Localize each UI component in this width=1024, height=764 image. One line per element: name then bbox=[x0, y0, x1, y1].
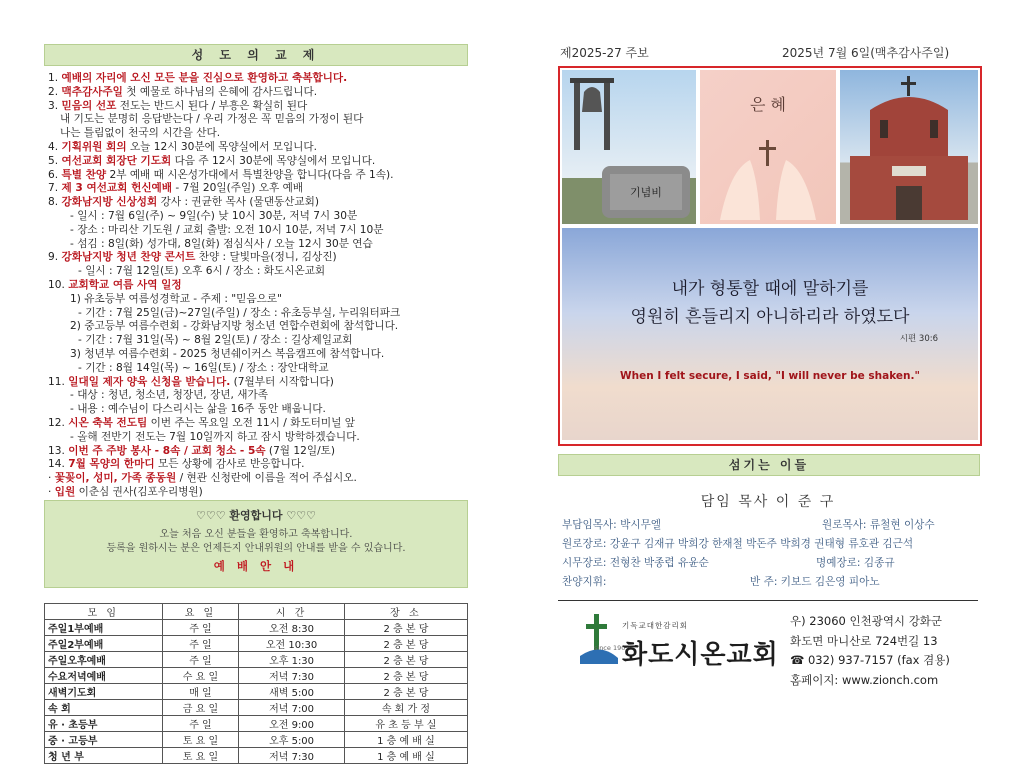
notice-line bbox=[48, 141, 468, 155]
table-cell: 토 요 일 bbox=[162, 748, 239, 764]
issue-number: 제2025-27 주보 bbox=[560, 46, 649, 60]
notice-number: 5. bbox=[48, 154, 59, 167]
notice-highlight: 강화남지방 신상성회 bbox=[61, 196, 158, 209]
table-cell: 오전 8:30 bbox=[239, 620, 345, 636]
table-body bbox=[45, 620, 468, 764]
table-cell: 수요저녁예배 bbox=[45, 668, 163, 684]
verse-english: When I felt secure, I said, "I will never be shaken." bbox=[620, 370, 920, 382]
denomination: 기독교대한감리회 bbox=[622, 621, 688, 630]
grace-text: 은 혜 bbox=[750, 95, 786, 114]
notice-highlight: 일대일 제자 양육 신청을 받습니다. bbox=[68, 375, 231, 388]
table-cell: 저녁 7:30 bbox=[239, 748, 345, 764]
notice-number: 3. bbox=[48, 99, 59, 112]
verse-line-1: 내가 형통할 때에 말하기를 bbox=[671, 279, 869, 299]
table-cell: 오전 10:30 bbox=[239, 636, 345, 652]
welcome-line-2: 등록을 원하시는 분은 언제든지 안내위원의 안내를 받을 수 있습니다. bbox=[106, 543, 406, 554]
notice-text: 다음 주 12시 30분에 목양실에서 모입니다. bbox=[171, 154, 376, 167]
table-cell: 주 일 bbox=[162, 620, 239, 636]
church-illustration bbox=[840, 70, 978, 224]
address-line: 화도면 마니산로 724번길 13 bbox=[790, 633, 938, 648]
notice-text: 찬양 : 달빛마을(정니, 김상진) bbox=[195, 251, 337, 264]
church-logo bbox=[580, 612, 780, 674]
table-cell: 저녁 7:00 bbox=[239, 700, 345, 716]
table-row bbox=[45, 620, 468, 636]
notice-highlight: 예배의 자리에 오신 모든 분을 진심으로 환영하고 축복합니다. bbox=[61, 72, 348, 84]
table-row bbox=[45, 652, 468, 668]
verse-reference: 시편 30:6 bbox=[899, 334, 938, 344]
welcome-line-1: 오늘 처음 오신 분들을 환영하고 축복합니다. bbox=[159, 529, 353, 540]
table-cell: 2 층 본 당 bbox=[344, 684, 467, 700]
church-name: 화도시온교회 bbox=[622, 640, 779, 670]
honorary-elders: 명예장로: 김종규 bbox=[816, 557, 895, 569]
notice-line: - 일시 : 7월 12일(토) 오후 6시 / 장소 : 화도시온교회 bbox=[78, 265, 326, 278]
notice-number: 11. bbox=[48, 375, 65, 388]
table-cell: 새벽 5:00 bbox=[239, 684, 345, 700]
left-column bbox=[44, 44, 468, 763]
worship-schedule-table bbox=[44, 603, 468, 764]
table-cell: 주 일 bbox=[162, 636, 239, 652]
notice-line: - 장소 : 마리산 기도원 / 교회 출발: 오전 10시 10분, 저녁 7시 10분 bbox=[70, 223, 384, 236]
notice-highlight: 기획위원 회의 bbox=[61, 140, 127, 153]
table-row bbox=[45, 748, 468, 764]
notice-highlight: 특별 찬양 bbox=[61, 168, 107, 181]
notice-number: 6. bbox=[48, 168, 59, 181]
welcome-box bbox=[44, 500, 468, 588]
table-cell: 주일2부예배 bbox=[45, 636, 163, 652]
notice-line bbox=[48, 445, 468, 459]
table-row bbox=[45, 732, 468, 748]
notice-text: 2부 예배 때 시온성가대에서 특별찬양을 합니다(다음 주 1속). bbox=[106, 168, 394, 181]
notice-line bbox=[48, 100, 468, 114]
footer-divider bbox=[558, 600, 978, 601]
notice-text: 모든 상황에 감사로 반응합니다. bbox=[154, 458, 305, 471]
table-header-cell: 시 간 bbox=[239, 604, 345, 620]
notice-number: 13. bbox=[48, 444, 65, 457]
notice-number: 1. bbox=[48, 72, 59, 84]
table-row bbox=[45, 700, 468, 716]
notice-text: (7월 12일/토) bbox=[265, 444, 336, 457]
table-cell: 주일1부예배 bbox=[45, 620, 163, 636]
notice-text: 오늘 12시 30분에 목양실에서 모입니다. bbox=[126, 140, 318, 153]
bulletin-date: 2025년 7월 6일(맥추감사주일) bbox=[782, 46, 950, 60]
notice-line bbox=[48, 472, 468, 486]
table-cell: 속 회 bbox=[45, 700, 163, 716]
photo-collage bbox=[558, 66, 982, 446]
notice-highlight: 입원 bbox=[54, 485, 76, 498]
notice-highlight: 여선교회 회장단 기도회 bbox=[61, 154, 172, 167]
emeritus-pastors: 원로목사: 류철현 이상수 bbox=[822, 519, 935, 531]
notice-line: - 일시 : 7월 6일(주) ~ 9일(수) 낮 10시 30분, 저녁 7시 30분 bbox=[70, 209, 358, 222]
notice-line: - 기간 : 7월 25일(금)~27일(주일) / 장소 : 유초등부실, 누리워터파크 bbox=[78, 306, 401, 319]
verse-line-2: 영원히 흔들리지 아니하리라 하였도다 bbox=[630, 307, 910, 327]
notice-highlight: 이번 주 주방 봉사 - 8속 / 교회 청소 - 5속 bbox=[68, 444, 266, 457]
table-cell: 금 요 일 bbox=[162, 700, 239, 716]
notice-text: 첫 예물로 하나님의 은혜에 감사드립니다. bbox=[122, 85, 318, 98]
church-building-photo bbox=[840, 70, 978, 224]
notice-highlight: 강화남지방 청년 찬양 콘서트 bbox=[61, 251, 196, 264]
notice-number: 2. bbox=[48, 85, 59, 98]
table-cell: 새벽기도회 bbox=[45, 684, 163, 700]
notice-line bbox=[48, 155, 468, 169]
monument-text: 기념비 bbox=[630, 186, 662, 199]
notice-line bbox=[48, 376, 468, 390]
table-cell: 주 일 bbox=[162, 716, 239, 732]
notice-line: 나는 틀림없이 천국의 시간을 산다. bbox=[60, 127, 221, 140]
welcome-title: ♡♡♡ 환영합니다 ♡♡♡ bbox=[196, 509, 316, 522]
notice-text: 이춘심 권사(김포우리병원) bbox=[75, 485, 203, 498]
servers-title: 섬기는 이들 bbox=[558, 454, 980, 476]
notice-number: 12. bbox=[48, 416, 65, 429]
table-cell: 1 층 예 배 실 bbox=[344, 732, 467, 748]
notice-list bbox=[48, 72, 468, 500]
table-row bbox=[45, 684, 468, 700]
notice-line bbox=[48, 182, 468, 196]
notice-highlight: 교회학교 여름 사역 일정 bbox=[68, 278, 182, 291]
notice-number: 9. bbox=[48, 251, 59, 264]
bell-tower-photo bbox=[562, 70, 696, 224]
table-header-cell: 모 임 bbox=[45, 604, 163, 620]
notice-line bbox=[48, 72, 468, 86]
notice-highlight: 시온 축복 전도팀 bbox=[68, 416, 148, 429]
notice-text: 이번 주는 목요일 오전 11시 / 화도터미널 앞 bbox=[147, 416, 355, 429]
notice-highlight: 제 3 여선교회 헌신예배 bbox=[61, 182, 173, 195]
notice-number: 7. bbox=[48, 182, 59, 195]
senior-pastor: 담임 목사 이 준 구 bbox=[700, 494, 836, 510]
notice-highlight: 믿음의 선포 bbox=[61, 99, 117, 112]
table-cell: 매 일 bbox=[162, 684, 239, 700]
notice-number: · bbox=[48, 472, 52, 485]
fellowship-title: 성 도 의 교 제 bbox=[44, 44, 468, 66]
table-cell: 저녁 7:30 bbox=[239, 668, 345, 684]
notice-line: - 대상 : 청년, 청소년, 청장년, 장년, 새가족 bbox=[70, 389, 268, 402]
notice-line bbox=[48, 486, 468, 500]
notice-text: / 현관 신청란에 이름을 적어 주십시오. bbox=[176, 472, 357, 485]
table-cell: 2 층 본 당 bbox=[344, 636, 467, 652]
phone-line: ☎ 032) 937-7157 (fax 겸용) bbox=[790, 653, 950, 667]
notice-highlight: 꽃꽂이, 성미, 가족 종동원 bbox=[54, 472, 177, 485]
notice-line: - 올해 전반기 전도는 7월 10일까지 하고 잠시 방학하겠습니다. bbox=[70, 430, 360, 443]
active-elders: 시무장로: 전형찬 박종렵 유윤순 bbox=[562, 557, 709, 569]
church-address bbox=[790, 612, 950, 690]
notice-number: 10. bbox=[48, 278, 65, 291]
notice-line bbox=[48, 417, 468, 431]
notice-line bbox=[48, 279, 468, 293]
table-cell: 오전 9:00 bbox=[239, 716, 345, 732]
notice-line: 1) 유초등부 여름성경학교 - 주제 : "믿음으로" bbox=[70, 292, 282, 305]
table-row bbox=[45, 636, 468, 652]
worship-guide-title: 예 배 안 내 bbox=[213, 559, 299, 573]
notice-line bbox=[48, 196, 468, 210]
bell-tower-illustration bbox=[562, 70, 696, 224]
emeritus-elders: 원로장로: 강윤구 김재규 박희강 한재철 박돈주 박희경 권태형 류호관 김근석 bbox=[562, 538, 914, 550]
table-cell: 수 요 일 bbox=[162, 668, 239, 684]
choir-director: 찬양지휘: bbox=[562, 576, 607, 588]
table-cell: 2 층 본 당 bbox=[344, 668, 467, 684]
notice-line bbox=[48, 86, 468, 100]
table-cell: 유 · 초등부 bbox=[45, 716, 163, 732]
table-cell: 속 회 가 정 bbox=[344, 700, 467, 716]
notice-highlight: 맥추감사주일 bbox=[61, 85, 123, 98]
table-header-cell: 요 일 bbox=[162, 604, 239, 620]
notice-line bbox=[48, 251, 468, 265]
notice-line: 2) 중고등부 여름수련회 - 강화남지방 청소년 연합수련회에 참석합니다. bbox=[70, 320, 399, 333]
cross-logo-icon bbox=[580, 612, 620, 672]
table-cell: 2 층 본 당 bbox=[344, 652, 467, 668]
table-cell: 오후 1:30 bbox=[239, 652, 345, 668]
table-cell: 주 일 bbox=[162, 652, 239, 668]
table-cell: 토 요 일 bbox=[162, 732, 239, 748]
address-line: 우) 23060 인천광역시 강화군 bbox=[790, 614, 943, 628]
table-cell: 유 초 등 부 실 bbox=[344, 716, 467, 732]
notice-number: 14. bbox=[48, 458, 65, 471]
table-cell: 청 년 부 bbox=[45, 748, 163, 764]
notice-line: 3) 청년부 여름수련회 - 2025 청년쉐이커스 복음캠프에 참석합니다. bbox=[70, 347, 385, 360]
notice-text: - 7월 20일(주일) 오후 예배 bbox=[172, 182, 304, 195]
table-cell: 2 층 본 당 bbox=[344, 620, 467, 636]
notice-number: 8. bbox=[48, 196, 59, 209]
verse-image bbox=[562, 228, 978, 440]
table-header-row bbox=[45, 604, 468, 620]
notice-number: 4. bbox=[48, 140, 59, 153]
notice-line: - 내용 : 예수님이 다스리시는 삶을 16주 동안 배웁니다. bbox=[70, 403, 326, 416]
homepage-link[interactable]: 홈페이지: www.zionch.com bbox=[790, 672, 939, 687]
notice-line: - 기간 : 7월 31일(목) ~ 8월 2일(토) / 장소 : 길상제일교회 bbox=[78, 334, 353, 347]
table-cell: 주일오후예배 bbox=[45, 652, 163, 668]
notice-line: - 섬김 : 8일(화) 성가대, 8일(화) 점심식사 / 오늘 12시 30분 연습 bbox=[70, 237, 373, 250]
table-cell: 오후 5:00 bbox=[239, 732, 345, 748]
table-header-cell: 장 소 bbox=[344, 604, 467, 620]
notice-number: · bbox=[48, 485, 52, 498]
notice-text: 강사 : 권균한 목사 (물댄동산교회) bbox=[157, 196, 319, 209]
notice-highlight: 7월 목양의 한마디 bbox=[68, 458, 155, 471]
founded-year: since 1905 bbox=[594, 644, 630, 652]
associate-pastor: 부담임목사: 박시무엘 bbox=[562, 519, 662, 531]
notice-line: 내 기도는 분명히 응답받는다 / 우리 가정은 꼭 믿음의 가정이 된다 bbox=[60, 113, 364, 126]
accompanists: 반 주: 키보드 김은영 피아노 bbox=[750, 576, 880, 588]
notice-line bbox=[48, 458, 468, 472]
table-cell: 1 층 예 배 실 bbox=[344, 748, 467, 764]
notice-text: 전도는 반드시 된다 / 부흥은 확실히 된다 bbox=[116, 99, 308, 112]
notice-line bbox=[48, 169, 468, 183]
notice-text: (7월부터 시작합니다) bbox=[230, 375, 334, 388]
table-cell: 중 · 고등부 bbox=[45, 732, 163, 748]
praying-hands-photo bbox=[700, 70, 836, 224]
hands-illustration bbox=[700, 70, 836, 224]
table-row bbox=[45, 668, 468, 684]
notice-line: - 기간 : 8월 14일(목) ~ 16일(토) / 장소 : 장안대학교 bbox=[78, 361, 329, 374]
